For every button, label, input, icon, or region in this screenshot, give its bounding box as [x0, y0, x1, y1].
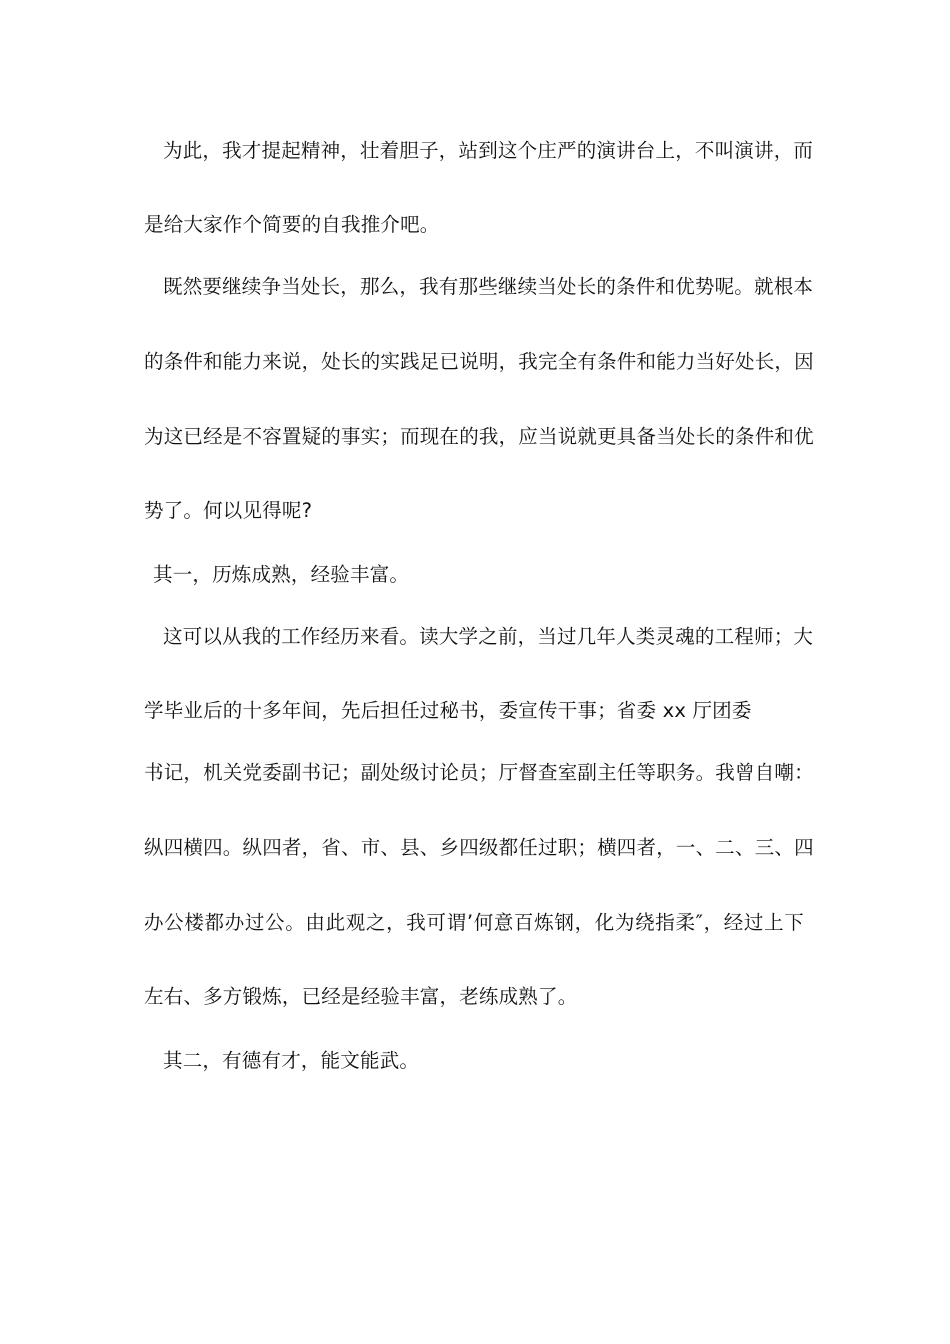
paragraph-line-2: 是给大家作个简要的自我推介吧。	[144, 213, 440, 236]
paragraph-line-6: 势了。何以见得呢?	[144, 499, 313, 522]
paragraph-line-7: 这可以从我的工作经历来看。读大学之前，当过几年人类灵魂的工程师；大	[163, 625, 814, 648]
paragraph-line-1: 为此，我才提起精神，壮着胆子，站到这个庄严的演讲台上，不叫演讲，而	[163, 139, 814, 162]
paragraph-line-11: 办公楼都办过公。由此观之，我可谓’何意百炼钢，化为绕指柔″，经过上下	[144, 911, 804, 934]
paragraph-line-8: 学毕业后的十多年间，先后担任过秘书，委宣传干事；省委 xx 厅团委	[144, 699, 752, 722]
section-heading-2: 其二，有德有才，能文能武。	[163, 1049, 420, 1072]
paragraph-line-9: 书记，机关党委副书记；副处级讨论员；厅督查室副主任等职务。我曾自嘲：	[144, 761, 814, 784]
paragraph-line-4: 的条件和能力来说，处长的实践足已说明，我完全有条件和能力当好处长，因	[144, 350, 814, 373]
section-heading-1: 其一，历炼成熟，经验丰富。	[153, 563, 410, 586]
paragraph-line-3: 既然要继续争当处长，那么，我有那些继续当处长的条件和优势呢。就根本	[163, 275, 814, 298]
paragraph-line-12: 左右、多方锻炼，已经是经验丰富，老练成熟了。	[144, 985, 578, 1008]
paragraph-line-10: 纵四横四。纵四者，省、市、县、乡四级都任过职；横四者，一、二、三、四	[144, 836, 814, 859]
paragraph-line-5: 为这已经是不容置疑的事实；而现在的我，应当说就更具备当处长的条件和优	[144, 425, 814, 448]
